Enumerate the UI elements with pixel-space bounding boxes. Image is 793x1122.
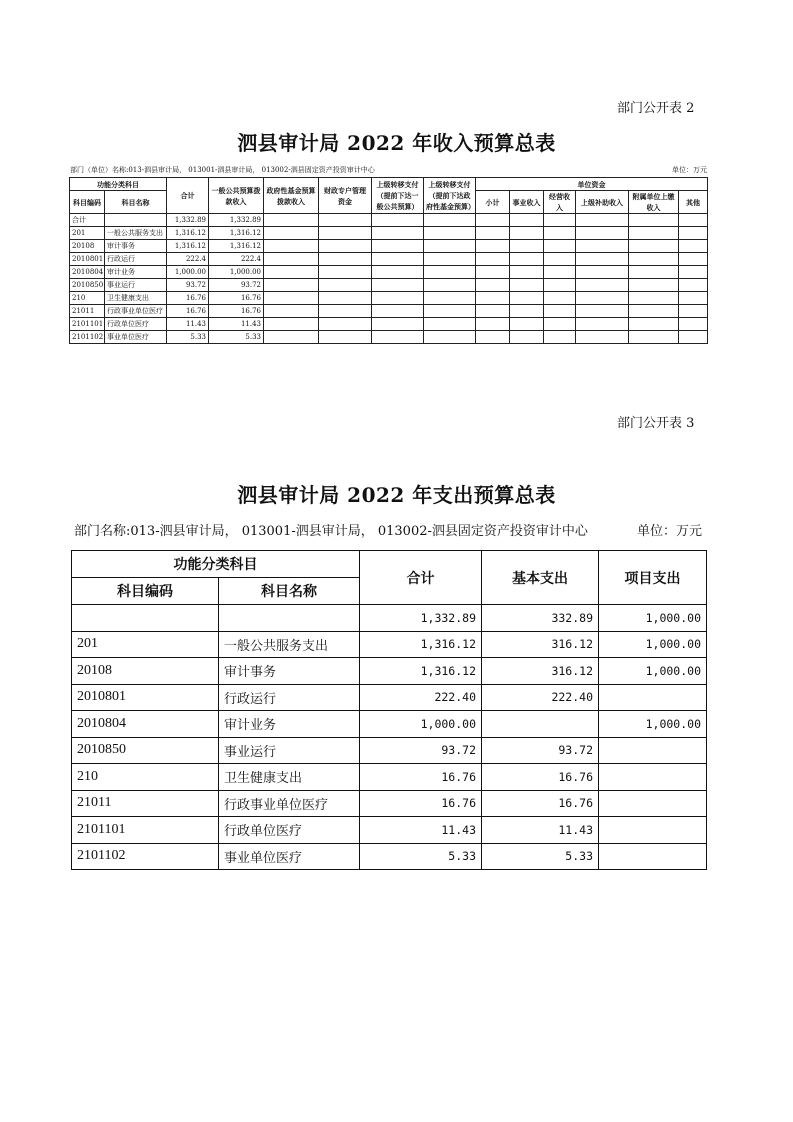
total-cell: 222.40 — [360, 684, 482, 711]
empty-cell — [510, 253, 544, 266]
code-cell: 201 — [70, 227, 105, 240]
total-cell: 16.76 — [167, 305, 209, 318]
empty-cell — [476, 331, 510, 344]
t2-header-total: 合计 — [360, 551, 482, 605]
empty-cell — [544, 227, 576, 240]
name-cell — [105, 214, 167, 227]
basic-cell: 332.89 — [482, 605, 599, 632]
empty-cell — [264, 214, 319, 227]
empty-cell — [510, 227, 544, 240]
empty-cell — [372, 266, 424, 279]
table-row — [72, 737, 707, 764]
table-row — [70, 253, 708, 266]
basic-cell: 222.40 — [482, 684, 599, 711]
empty-cell — [679, 227, 708, 240]
table2-dept: 部门名称:013-泗县审计局， 013001-泗县审计局， 013002-泗县固定资产投资审计中心 — [74, 524, 588, 539]
t1-header-total: 合计 — [167, 178, 209, 214]
t2-header-category: 功能分类科目 — [72, 551, 360, 578]
empty-cell — [629, 240, 679, 253]
table-row — [72, 843, 707, 870]
table-row — [72, 711, 707, 738]
total-cell: 1,316.12 — [167, 240, 209, 253]
total-cell: 1,332.89 — [167, 214, 209, 227]
total-cell: 16.76 — [360, 764, 482, 791]
table-row — [70, 292, 708, 305]
empty-cell — [576, 331, 629, 344]
name-cell: 审计业务 — [105, 266, 167, 279]
project-cell: 1,000.00 — [599, 711, 707, 738]
code-cell: 21011 — [70, 305, 105, 318]
empty-cell — [576, 266, 629, 279]
empty-cell — [424, 240, 476, 253]
code-cell: 2010804 — [72, 711, 219, 738]
empty-cell — [476, 214, 510, 227]
total-cell: 11.43 — [360, 817, 482, 844]
empty-cell — [510, 214, 544, 227]
empty-cell — [319, 266, 372, 279]
basic-cell: 93.72 — [482, 737, 599, 764]
empty-cell — [372, 292, 424, 305]
name-cell: 卫生健康支出 — [219, 764, 360, 791]
empty-cell — [372, 214, 424, 227]
general-cell: 16.76 — [209, 305, 264, 318]
empty-cell — [264, 279, 319, 292]
table1-label: 部门公开表 2 — [617, 101, 695, 116]
code-cell: 2101102 — [70, 331, 105, 344]
empty-cell — [629, 214, 679, 227]
empty-cell — [424, 331, 476, 344]
project-cell — [599, 684, 707, 711]
empty-cell — [424, 227, 476, 240]
table-row — [72, 631, 707, 658]
name-cell: 事业运行 — [105, 279, 167, 292]
total-cell: 5.33 — [360, 843, 482, 870]
project-cell — [599, 737, 707, 764]
total-cell: 5.33 — [167, 331, 209, 344]
empty-cell — [544, 266, 576, 279]
empty-cell — [319, 305, 372, 318]
table1-unit: 单位：万元 — [672, 166, 707, 174]
code-cell: 201 — [72, 631, 219, 658]
general-cell: 1,000.00 — [209, 266, 264, 279]
empty-cell — [319, 279, 372, 292]
total-cell: 93.72 — [360, 737, 482, 764]
empty-cell — [629, 331, 679, 344]
name-cell: 审计业务 — [219, 711, 360, 738]
basic-cell: 16.76 — [482, 764, 599, 791]
table-row — [72, 684, 707, 711]
empty-cell — [576, 305, 629, 318]
t1-header-name: 科目名称 — [105, 191, 167, 214]
name-cell: 行政单位医疗 — [105, 318, 167, 331]
empty-cell — [679, 240, 708, 253]
t2-header-project: 项目支出 — [599, 551, 707, 605]
empty-cell — [629, 253, 679, 266]
empty-cell — [264, 292, 319, 305]
table1-meta — [70, 165, 707, 175]
name-cell: 审计事务 — [105, 240, 167, 253]
t1-header-subsidy: 上级补助收入 — [576, 191, 629, 214]
total-cell: 1,316.12 — [167, 227, 209, 240]
t1-header-affiliated: 附属单位上缴收入 — [629, 191, 679, 214]
code-cell — [72, 605, 219, 632]
empty-cell — [629, 279, 679, 292]
empty-cell — [424, 292, 476, 305]
t2-header-code: 科目编码 — [72, 578, 219, 605]
empty-cell — [424, 318, 476, 331]
empty-cell — [476, 318, 510, 331]
code-cell: 2101101 — [72, 817, 219, 844]
table1-dept: 部门（单位）名称:013-泗县审计局， 013001-泗县审计局， 013002-泗县固定资产投资审计中心 — [70, 166, 375, 174]
table-row — [70, 227, 708, 240]
name-cell: 卫生健康支出 — [105, 292, 167, 305]
t1-header-business: 事业收入 — [510, 191, 544, 214]
empty-cell — [576, 318, 629, 331]
income-budget-table — [69, 177, 708, 344]
empty-cell — [319, 214, 372, 227]
project-cell: 1,000.00 — [599, 658, 707, 685]
basic-cell: 316.12 — [482, 658, 599, 685]
empty-cell — [264, 318, 319, 331]
total-cell: 1,316.12 — [360, 631, 482, 658]
table1-title: 泗县审计局 2022 年收入预算总表 — [237, 131, 556, 155]
empty-cell — [372, 305, 424, 318]
code-cell: 2101102 — [72, 843, 219, 870]
code-cell: 2101101 — [70, 318, 105, 331]
t1-header-category: 功能分类科目 — [70, 178, 167, 191]
empty-cell — [544, 240, 576, 253]
empty-cell — [424, 305, 476, 318]
name-cell: 审计事务 — [219, 658, 360, 685]
code-cell: 20108 — [70, 240, 105, 253]
t1-header-subtotal: 小计 — [476, 191, 510, 214]
empty-cell — [544, 305, 576, 318]
t1-header-code: 科目编码 — [70, 191, 105, 214]
total-cell: 1,000.00 — [360, 711, 482, 738]
name-cell: 行政单位医疗 — [219, 817, 360, 844]
empty-cell — [679, 253, 708, 266]
empty-cell — [476, 253, 510, 266]
code-cell: 2010804 — [70, 266, 105, 279]
name-cell: 事业单位医疗 — [219, 843, 360, 870]
project-cell: 1,000.00 — [599, 631, 707, 658]
empty-cell — [264, 266, 319, 279]
t1-header-operating: 经营收入 — [544, 191, 576, 214]
empty-cell — [510, 240, 544, 253]
empty-cell — [372, 279, 424, 292]
table-row — [70, 331, 708, 344]
name-cell: 事业运行 — [219, 737, 360, 764]
empty-cell — [510, 331, 544, 344]
empty-cell — [476, 279, 510, 292]
table-row — [72, 605, 707, 632]
empty-cell — [424, 279, 476, 292]
empty-cell — [264, 227, 319, 240]
basic-cell: 11.43 — [482, 817, 599, 844]
name-cell — [219, 605, 360, 632]
empty-cell — [264, 305, 319, 318]
empty-cell — [576, 292, 629, 305]
empty-cell — [576, 227, 629, 240]
project-cell — [599, 764, 707, 791]
name-cell: 行政事业单位医疗 — [105, 305, 167, 318]
t1-header-fund: 政府性基金预算拨款收入 — [264, 178, 319, 214]
empty-cell — [679, 331, 708, 344]
empty-cell — [319, 318, 372, 331]
empty-cell — [424, 266, 476, 279]
empty-cell — [544, 279, 576, 292]
empty-cell — [510, 292, 544, 305]
name-cell: 一般公共服务支出 — [105, 227, 167, 240]
empty-cell — [679, 305, 708, 318]
empty-cell — [372, 227, 424, 240]
empty-cell — [424, 253, 476, 266]
total-cell: 1,000.00 — [167, 266, 209, 279]
general-cell: 1,316.12 — [209, 227, 264, 240]
empty-cell — [372, 240, 424, 253]
code-cell: 2010850 — [72, 737, 219, 764]
empty-cell — [476, 305, 510, 318]
table-row — [72, 790, 707, 817]
empty-cell — [544, 331, 576, 344]
empty-cell — [629, 227, 679, 240]
table-row — [70, 266, 708, 279]
empty-cell — [510, 305, 544, 318]
empty-cell — [629, 292, 679, 305]
empty-cell — [319, 227, 372, 240]
total-cell: 222.4 — [167, 253, 209, 266]
empty-cell — [576, 214, 629, 227]
table-row — [70, 240, 708, 253]
empty-cell — [679, 279, 708, 292]
code-cell: 2010801 — [70, 253, 105, 266]
empty-cell — [576, 279, 629, 292]
general-cell: 5.33 — [209, 331, 264, 344]
empty-cell — [319, 331, 372, 344]
table-row — [70, 214, 708, 227]
empty-cell — [264, 331, 319, 344]
basic-cell: 316.12 — [482, 631, 599, 658]
empty-cell — [319, 240, 372, 253]
empty-cell — [372, 318, 424, 331]
basic-cell: 5.33 — [482, 843, 599, 870]
code-cell: 2010850 — [70, 279, 105, 292]
general-cell: 222.4 — [209, 253, 264, 266]
general-cell: 1,332.89 — [209, 214, 264, 227]
code-cell: 210 — [70, 292, 105, 305]
name-cell: 行政运行 — [219, 684, 360, 711]
empty-cell — [510, 318, 544, 331]
empty-cell — [264, 240, 319, 253]
empty-cell — [510, 279, 544, 292]
total-cell: 93.72 — [167, 279, 209, 292]
empty-cell — [544, 214, 576, 227]
code-cell: 2010801 — [72, 684, 219, 711]
empty-cell — [629, 266, 679, 279]
basic-cell — [482, 711, 599, 738]
t1-header-general: 一般公共预算拨款收入 — [209, 178, 264, 214]
t2-header-basic: 基本支出 — [482, 551, 599, 605]
general-cell: 93.72 — [209, 279, 264, 292]
empty-cell — [679, 292, 708, 305]
empty-cell — [629, 318, 679, 331]
t2-header-name: 科目名称 — [219, 578, 360, 605]
empty-cell — [476, 240, 510, 253]
t1-header-special: 财政专户管理资金 — [319, 178, 372, 214]
table-row — [70, 318, 708, 331]
t1-header-transfer2: 上级转移支付（提前下达政府性基金预算） — [424, 178, 476, 214]
empty-cell — [264, 253, 319, 266]
project-cell — [599, 817, 707, 844]
table2-meta — [74, 520, 702, 539]
empty-cell — [544, 292, 576, 305]
empty-cell — [319, 253, 372, 266]
table2-unit: 单位：万元 — [636, 524, 702, 539]
total-cell: 16.76 — [167, 292, 209, 305]
table2-label: 部门公开表 3 — [617, 416, 695, 431]
t1-header-transfer1: 上级转移支付（提前下达一般公共预算） — [372, 178, 424, 214]
basic-cell: 16.76 — [482, 790, 599, 817]
empty-cell — [510, 266, 544, 279]
empty-cell — [544, 318, 576, 331]
total-cell: 11.43 — [167, 318, 209, 331]
table-row — [72, 817, 707, 844]
name-cell: 行政事业单位医疗 — [219, 790, 360, 817]
total-cell: 1,316.12 — [360, 658, 482, 685]
table-row — [70, 305, 708, 318]
empty-cell — [679, 318, 708, 331]
t1-header-other: 其他 — [679, 191, 708, 214]
empty-cell — [629, 305, 679, 318]
empty-cell — [679, 266, 708, 279]
code-cell: 20108 — [72, 658, 219, 685]
empty-cell — [679, 214, 708, 227]
table-row — [72, 658, 707, 685]
expenditure-budget-table — [71, 550, 707, 870]
general-cell: 1,316.12 — [209, 240, 264, 253]
empty-cell — [576, 253, 629, 266]
empty-cell — [319, 292, 372, 305]
empty-cell — [424, 214, 476, 227]
project-cell: 1,000.00 — [599, 605, 707, 632]
empty-cell — [476, 292, 510, 305]
general-cell: 16.76 — [209, 292, 264, 305]
empty-cell — [576, 240, 629, 253]
total-cell: 16.76 — [360, 790, 482, 817]
general-cell: 11.43 — [209, 318, 264, 331]
code-cell: 210 — [72, 764, 219, 791]
project-cell — [599, 790, 707, 817]
table-row — [72, 764, 707, 791]
total-cell: 1,332.89 — [360, 605, 482, 632]
project-cell — [599, 843, 707, 870]
empty-cell — [372, 253, 424, 266]
empty-cell — [476, 266, 510, 279]
table2-title: 泗县审计局 2022 年支出预算总表 — [237, 483, 556, 507]
empty-cell — [372, 331, 424, 344]
code-cell: 合计 — [70, 214, 105, 227]
name-cell: 事业单位医疗 — [105, 331, 167, 344]
empty-cell — [476, 227, 510, 240]
table-row — [70, 279, 708, 292]
empty-cell — [544, 253, 576, 266]
code-cell: 21011 — [72, 790, 219, 817]
name-cell: 一般公共服务支出 — [219, 631, 360, 658]
name-cell: 行政运行 — [105, 253, 167, 266]
t1-header-unit-funds: 单位资金 — [476, 178, 708, 191]
